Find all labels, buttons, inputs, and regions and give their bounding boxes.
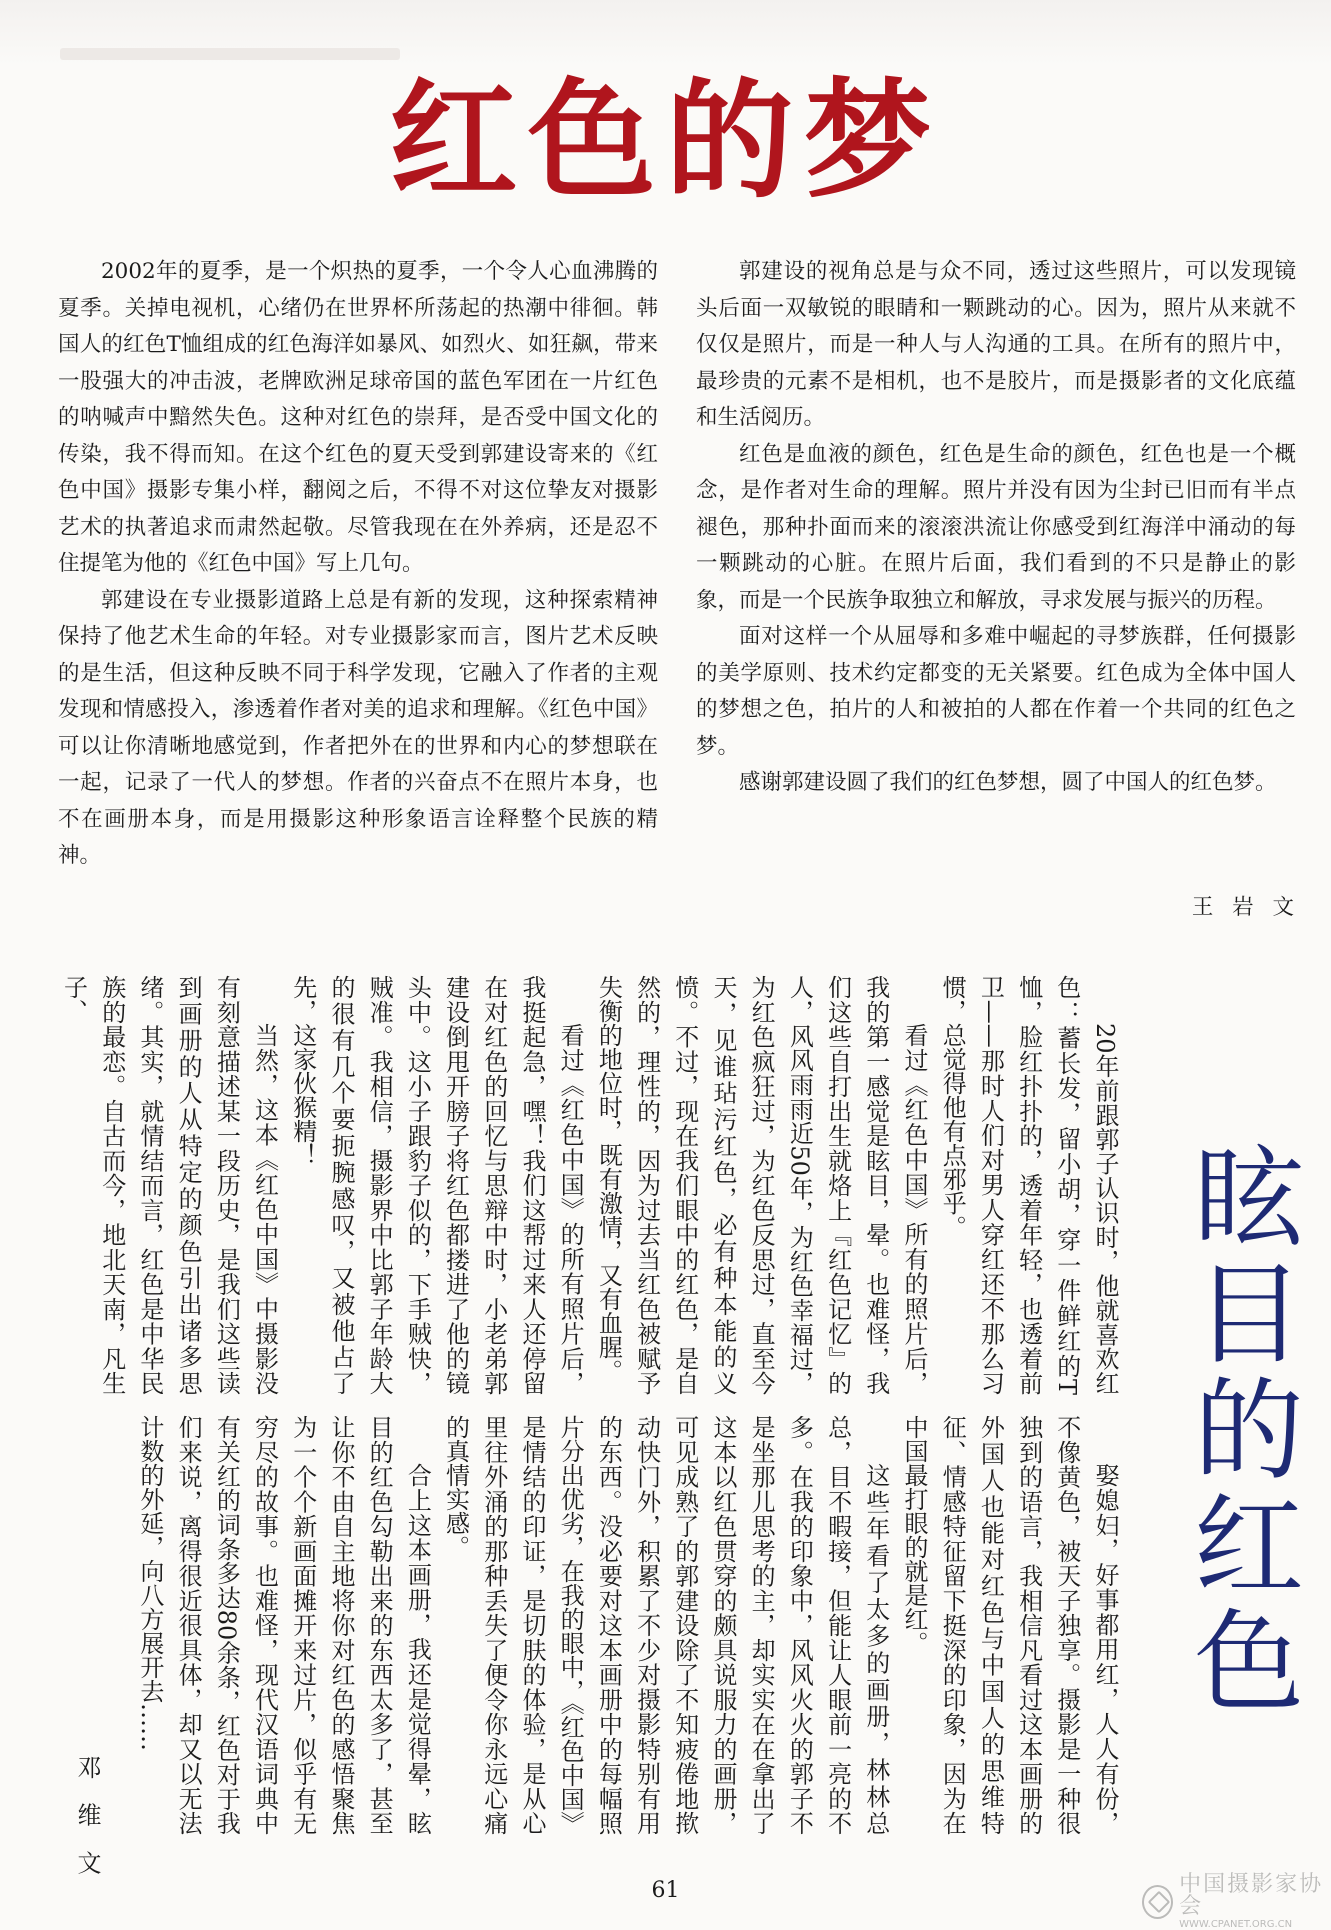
article2-paragraph: 看过《红色中国》的所有照片后，我挺起急，嘿！我们这帮过来人还停留在对红色的回忆与思辩中时，小老弟郭建设倒甩开膀子将红色都搂进了他的镜头中。这小子跟豹子似的，下手贼快，贼准。我相信，摄影界中比郭子年龄大的很有几个要扼腕感叹，又被他占了先，这家伙猴精！ (288, 975, 585, 1395)
article1-paragraph: 红色是血液的颜色，红色是生命的颜色，红色也是一个概念，是作者对生命的理解。照片并没有因为尘封已旧而有半点褪色，那种扑面而来的滚滚洪流让你感受到红海洋中涌动的每一颗跳动的心脏。在照片后面，我们看到的不只是静止的影象，而是一个民族争取独立和解放，寻求发展与振兴的历程。 (696, 441, 1296, 613)
article2-bottom-block (64, 1415, 1124, 1835)
article2-paragraph: 娶媳妇，好事都用红，人人有份，不像黄色，被天子独享。摄影是一种很独到的语言，我相信凡看过这本画册的外国人也能对红色与中国人的思维特征、情感特征留下挺深的印象，因为在中国最打眼的就是红。 (899, 1415, 1119, 1835)
article1-paragraph: 2002年的夏季，是一个炽热的夏季，一个令人心血沸腾的夏季。关掉电视机，心绪仍在世界杯所荡起的热潮中徘徊。韩国人的红色T恤组成的红色海洋如暴风、如烈火、如狂飙，带来一股强大的冲击波，老牌欧洲足球帝国的蓝色军团在一片红色的呐喊声中黯然失色。这种对红色的崇拜，是否受中国文化的传染，我不得而知。在这个红色的夏天受到郭建设寄来的《红色中国》摄影专集小样，翻阅之后，不得不对这位挚友对摄影艺术的执著追求而肃然起敬。尽管我现在在外养病，还是忍不住提笔为他的《红色中国》写上几句。 (58, 259, 658, 576)
header-faint-strip (60, 48, 400, 60)
article1-left-column (58, 254, 658, 875)
article1-paragraph: 面对这样一个从屈辱和多难中崛起的寻梦族群，任何摄影的美学原则、技术约定都变的无关紧要。红色成为全体中国人的梦想之色，拍片的人和被拍的人都在作着一个共同的红色之梦。 (696, 624, 1296, 759)
article1-paragraph: 感谢郭建设圆了我们的红色梦想，圆了中国人的红色梦。 (739, 770, 1277, 795)
article2-paragraph: 20年前跟郭子认识时，他就喜欢红色：蓄长发，留小胡，穿一件鲜红的T恤，脸红扑扑的，透着年轻，也透着前卫——那时人们对男人穿红还不那么习惯，总觉得他有点邪乎。 (938, 975, 1119, 1395)
cpa-logo-icon (1142, 1885, 1173, 1919)
article2-title: 眩目的红色 (1176, 1140, 1304, 1720)
article1-paragraph: 郭建设在专业摄影道路上总是有新的发现，这种探索精神保持了他艺术生命的年轻。对专业摄影家而言，图片艺术反映的是生活，但这种反映不同于科学发现，它融入了作者的主观发现和情感投入，渗透着作者对美的追求和理解。《红色中国》可以让你清晰地感觉到，作者把外在的世界和内心的梦想联在一起，记录了一代人的梦想。作者的兴奋点不在照片本身，也不在画册本身，而是用摄影这种形象语言诠释整个民族的精神。 (58, 587, 658, 868)
article1-byline: 王 岩 文 (1191, 895, 1300, 920)
article2-paragraph: 当然，这本《红色中国》中摄影没有刻意描述某一段历史，是我们这些读到画册的人从特定的颜色引出诸多思绪。其实，就情结而言，红色是中华民族的最恋。自古而今，地北天南，凡生子、 (59, 975, 279, 1395)
article2-byline: 邓 维 文 (73, 1755, 101, 1883)
article1-paragraph: 郭建设的视角总是与众不同，透过这些照片，可以发现镜头后面一双敏锐的眼睛和一颗跳动的心。因为，照片从来就不仅仅是照片，而是一种人与人沟通的工具。在所有的照片中，最珍贵的元素不是相机，也不是胶片，而是摄影者的文化底蕴和生活阅历。 (696, 259, 1296, 430)
article2-paragraph: 看过《红色中国》所有的照片后，我的第一感觉是眩目，晕。也难怪，我们这些自打出生就烙上『红色记忆』的人，风风雨雨近50年，为红色幸福过，为红色疯狂过，为红色反思过，直至今天，见谁玷污红色，必有种本能的义愤。不过，现在我们眼中的红色，是自然的，理性的，因为过去当红色被赋予失衡的地位时，既有激情，又有血腥。 (594, 975, 928, 1395)
header-band (0, 0, 1331, 66)
watermark-url: WWW.CPANET.ORG.CN (1179, 1919, 1293, 1930)
watermark-name: 中国摄影家协会 (1179, 1872, 1324, 1919)
article2-top-block (59, 975, 1124, 1395)
article1-right-column (696, 254, 1296, 802)
article2-body (59, 975, 1124, 1835)
article2-paragraph: 这些年看了太多的画册，林林总总，目不暇接，但能让人眼前一亮的不多。在我的印象中，风风火火的郭子不是坐那儿思考的主，却实实在在拿出了这本以红色贯穿的颇具说服力的画册，可见成熟了的郭建设除了不知疲倦地揿动快门外，积累了不少对摄影特别有用的东西。没必要对这本画册中的每幅照片分出优劣，在我的眼中，《红色中国》是情结的印证，是切肤的体验，是从心里往外涌的那种丢失了便令你永远心痛的真情实感。 (441, 1415, 890, 1835)
article2-paragraph: 合上这本画册，我还是觉得晕，眩目的红色勾勒出来的东西太多了，甚至让你不由自主地将你对红色的感悟聚焦为一个个新画面摊开来过片，似乎有无穷尽的故事。也难怪，现代汉语词典中有关红的词条多达80余条，红色对于我们来说，离得很近很具体，却又以无法计数的外延，向八方展开去…… (135, 1415, 432, 1835)
main-title: 红色的梦 (389, 67, 942, 216)
watermark (1142, 1874, 1331, 1930)
page-number: 61 (651, 1878, 680, 1903)
watermark-text (1179, 1874, 1331, 1930)
